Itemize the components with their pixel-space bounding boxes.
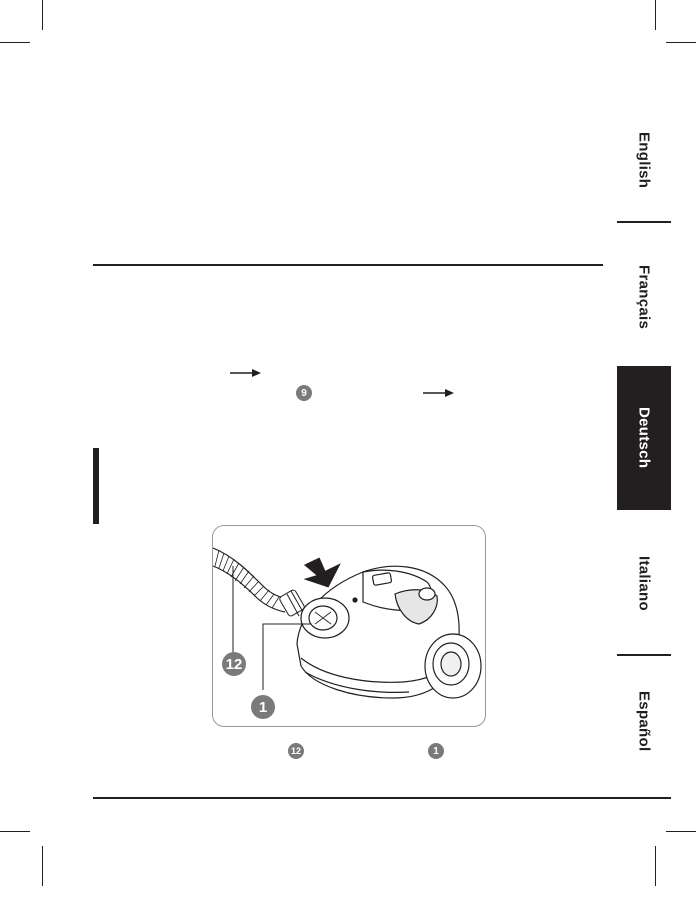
crop-mark-bottom-left-v: [42, 846, 43, 886]
crop-mark-bottom-left-h: [0, 831, 30, 832]
section-marker-bar: [93, 448, 99, 524]
tab-separator: [617, 654, 671, 656]
tab-label: Español: [635, 690, 653, 752]
callout-badge-hose: 12: [222, 652, 246, 676]
crop-mark-top-right-h: [666, 42, 696, 43]
tab-english[interactable]: [617, 100, 671, 220]
callout-badge-inlet: 1: [251, 695, 275, 719]
tab-label: Français: [635, 265, 653, 330]
tab-label: Italiano: [635, 555, 653, 611]
footer-divider: [93, 797, 671, 799]
tab-separator: [617, 221, 671, 223]
crop-mark-top-left-h: [0, 42, 30, 43]
arrow-right-icon: [230, 368, 262, 378]
vacuum-cleaner-illustration: [213, 526, 485, 726]
reference-badge: 9: [296, 385, 312, 401]
tab-italiano[interactable]: [617, 516, 671, 650]
crop-mark-top-right-v: [655, 0, 656, 30]
crop-mark-bottom-right-h: [666, 831, 696, 832]
arrow-right-icon: [423, 388, 455, 398]
caption-badge-inlet: 1: [428, 743, 444, 759]
tab-espanol[interactable]: [617, 660, 671, 782]
tab-label: Deutsch: [635, 407, 653, 469]
vacuum-hose-figure: [212, 525, 486, 727]
crop-mark-bottom-right-v: [655, 846, 656, 886]
tab-label: English: [635, 131, 653, 189]
section-divider-top: [93, 264, 603, 266]
caption-badge-hose: 12: [288, 743, 304, 759]
tab-francais[interactable]: [617, 230, 671, 365]
tab-deutsch[interactable]: [617, 366, 671, 510]
crop-mark-top-left-v: [42, 0, 43, 30]
